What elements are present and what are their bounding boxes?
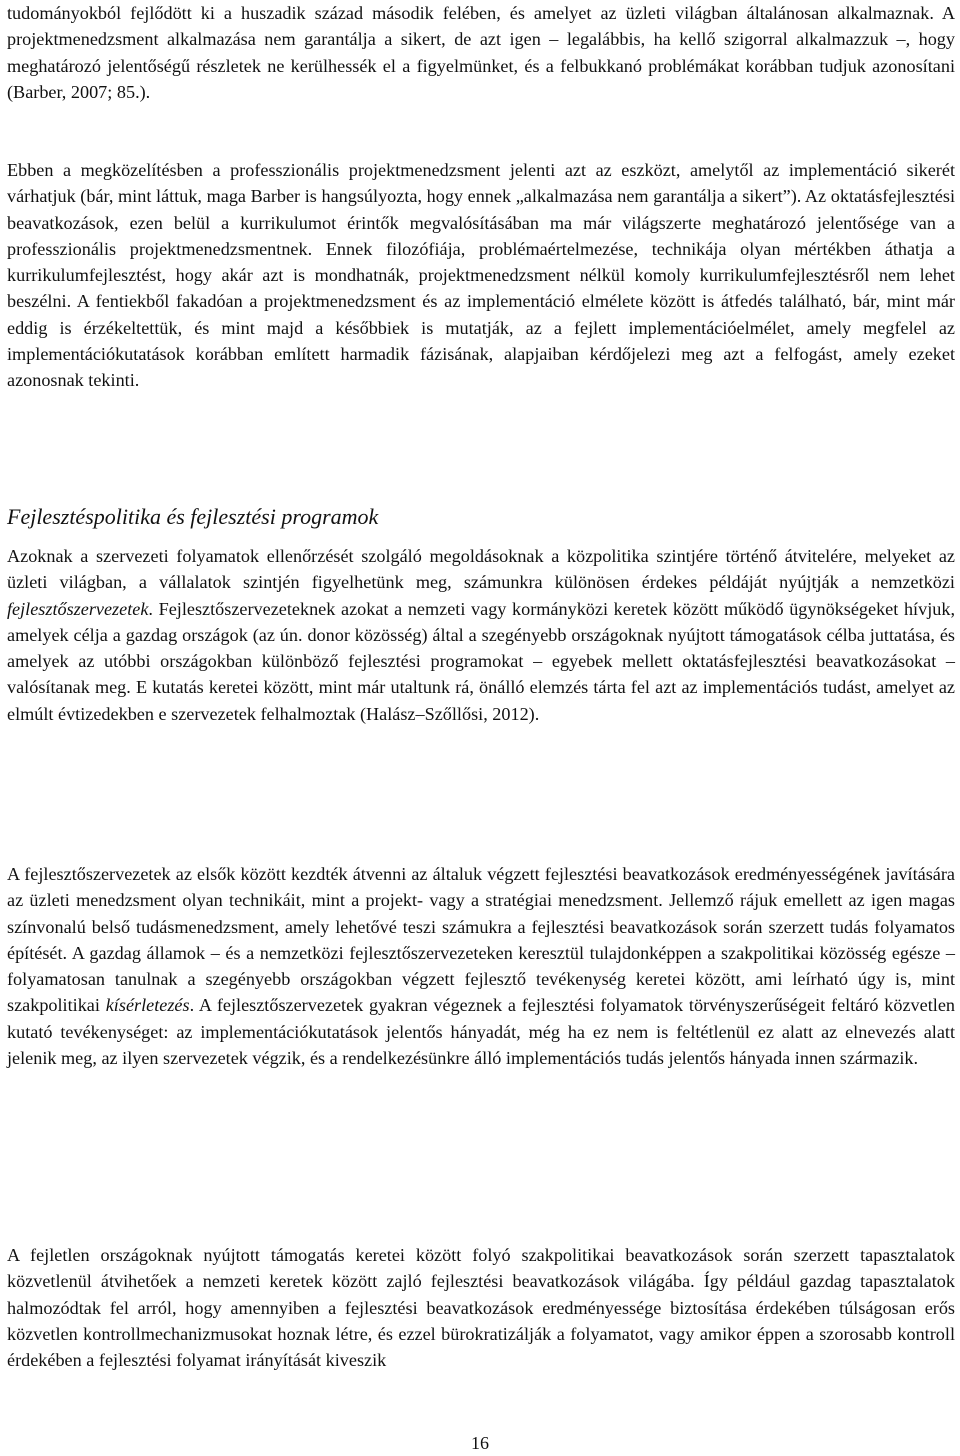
paragraph-4-emphasis: kísérletezés <box>105 995 190 1016</box>
paragraph-3-text-b: . Fejlesztőszervezeteknek azokat a nemzeti vagy kormányközi keretek között működő ügynökségeket hívjuk, amelyek célja a gazdag országok (az ún. donor közösség) által a szegényebb országoknak nyújtott támogatások célba juttatása, és amelyek az utóbbi országokban különböző fejlesztési programokat – egyebek mellett oktatásfejlesztési beavatkozásokat – valósítanak meg. E kutatás keretei között, mint már utaltunk rá, önálló elemzés tárta fel azt az implementációs tudást, amelyet az elmúlt évtizedekben e szervezetek felhalmoztak (Halász–Szőllősi, 2012). <box>7 598 955 724</box>
paragraph-4-text-a: A fejlesztőszervezetek az elsők között kezdték átvenni az általuk végzett fejlesztési beavatkozások eredményességének javítására az üzleti menedzsment olyan technikáit, mint a projekt- vagy a stratégiai menedzsment. Jellemző rájuk emellett az igen magas színvonalú belső tudásmenedzsment, amely lehetővé teszi számukra a fejlesztési beavatkozások során szerzett tudás folyamatos építését. A gazdag államok – és a nemzetközi fejlesztőszervezeteken keresztül tulajdonképpen a szakpolitikai közösség egésze – folyamatosan tanulnak a szegényebb országokban végzett fejlesztő tevékenység keretei között, ami leírható úgy is, mint szakpolitikai <box>7 864 955 1016</box>
paragraph-5-text: A fejletlen országoknak nyújtott támogatás keretei között folyó szakpolitikai beavatkozások során szerzett tapasztalatok közvetlenül átvihetőek a nemzeti keretek között zajló fejlesztési beavatkozások világába. Így például gazdag tapasztalatok halmozódtak fel arról, hogy amennyiben a fejlesztési beavatkozások eredményessége biztosítása érdekében túlságosan erős közvetlen kontrollmechanizmusokat hoznak létre, és ezzel bürokratizálják a folyamatot, vagy amikor éppen a szorosabb kontroll érdekében a fejlesztési folyamat irányítását kiveszik <box>7 1245 955 1371</box>
paragraph-3-text-a: Azoknak a szervezeti folyamatok ellenőrzését szolgáló megoldásoknak a közpolitika szintjére történő átvitelére, melyeket az üzleti világban, a vállalatok szintjén figyelhetünk meg, számunkra különösen érdekes példáját nyújtják a nemzetközi <box>7 546 955 593</box>
paragraph-5 <box>7 1242 955 1373</box>
paragraph-1-text: tudományokból fejlődött ki a huszadik század második felében, és amelyet az üzleti világban általánosan alkalmaznak. A projektmenedzsment alkalmazása nem garantálja a sikert, de azt igen – legalábbis, ha kellő szigorral alkalmazzuk –, hogy meghatározó jelentőségű részletek ne kerülhessék el a figyelmünket, és a felbukkanó problémákat korábban tudjuk azonosítani (Barber, 2007; 85.). <box>7 3 955 102</box>
paragraph-1 <box>7 0 955 105</box>
paragraph-2 <box>7 157 955 394</box>
paragraph-3 <box>7 543 955 727</box>
paragraph-3-emphasis: fejlesztőszervezetek <box>7 598 149 619</box>
paragraph-4 <box>7 861 955 1071</box>
paragraph-2-text: Ebben a megközelítésben a professzionális projektmenedzsment jelenti azt az eszközt, amelytől az implementáció sikerét várhatjuk (bár, mint láttuk, maga Barber is hangsúlyozta, hogy ennek „alkalmazása nem garantálja a sikert”). Az oktatásfejlesztési beavatkozások, ezen belül a kurrikulumot érintők megvalósításában ma már világszerte meghatározó jelentősége van a professzionális projektmenedzsmentnek. Ennek filozófiája, problémaértelmezése, technikája olyan mértékben áthatja a kurrikulumfejlesztést, hogy akár azt is mondhatnák, projektmenedzsment nélkül komoly kurrikulumfejlesztésről nem lehet beszélni. A fentiekből fakadóan a projektmenedzsment és az implementáció elmélete között is átfedés található, bár, mint már eddig is érzékeltettük, és mint majd a későbbiek is mutatják, az a fejlett implementációelmélet, amely megfelel az implementációkutatások korábban említett harmadik fázisának, alapjaiban kérdőjelezi meg azt a felfogást, amely ezeket azonosnak tekinti. <box>7 160 955 391</box>
paragraph-4-text-b: . A fejlesztőszervezetek gyakran végeznek a fejlesztési folyamatok törvényszerűségeit feltáró közvetlen kutató tevékenységet: az implementációkutatások jelentős hányadát, még ha ez nem is feltétlenül ez alatt az elnevezés alatt jelenik meg, az ilyen szervezetek végzik, és a rendelkezésünkre álló implementációs tudás jelentős hányada innen származik. <box>7 995 955 1069</box>
document-page <box>7 0 955 1456</box>
section-heading: Fejlesztéspolitika és fejlesztési programok <box>7 504 379 529</box>
page-number: 16 <box>471 1433 489 1453</box>
